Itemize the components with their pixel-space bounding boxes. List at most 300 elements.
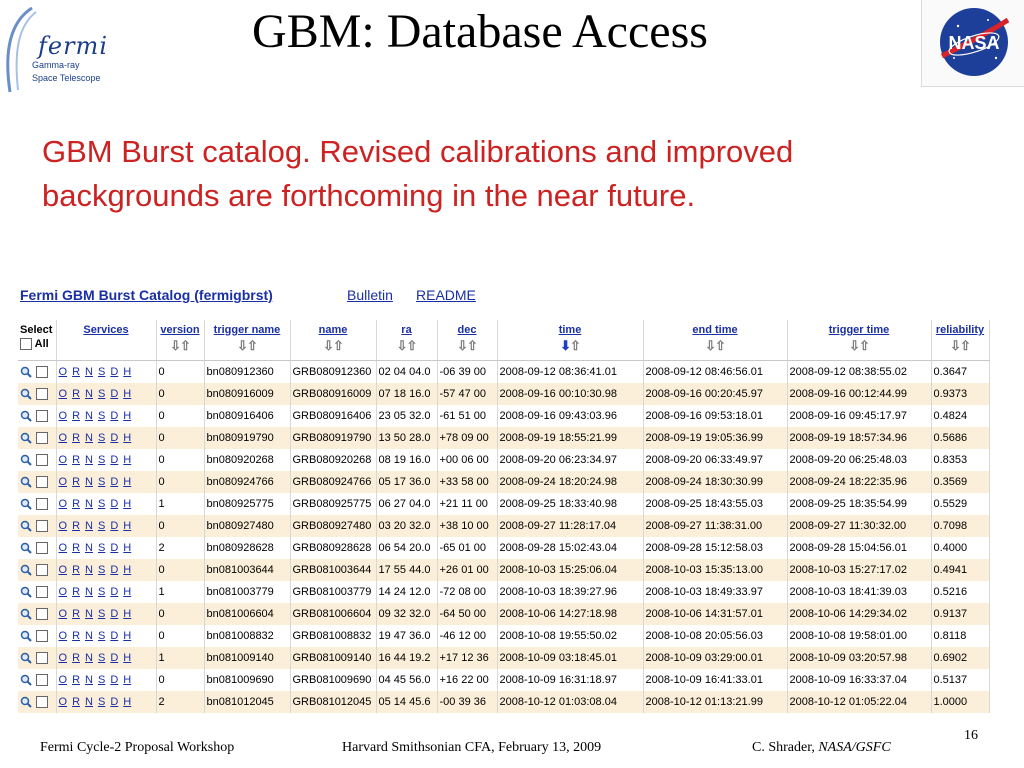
service-link-h[interactable]: H xyxy=(123,542,132,554)
dec-cell: -46 12 00 xyxy=(437,625,497,647)
row-checkbox[interactable] xyxy=(36,542,48,554)
name-cell: GRB080920268 xyxy=(290,449,376,471)
row-checkbox[interactable] xyxy=(36,410,48,422)
magnifier-icon[interactable] xyxy=(20,586,32,598)
sort-arrows-icon[interactable]: ⇩⇧ xyxy=(323,338,343,353)
trigger-time-cell: 2008-09-16 09:45:17.97 xyxy=(787,405,931,427)
service-link-r[interactable]: R xyxy=(72,608,81,620)
service-link-d[interactable]: D xyxy=(110,388,119,400)
column-header-version[interactable]: version ⇩⇧ xyxy=(156,320,204,361)
service-link-o[interactable]: O xyxy=(58,476,68,488)
version-cell: 1 xyxy=(156,647,204,669)
magnifier-icon[interactable] xyxy=(20,652,32,664)
services-cell xyxy=(56,515,156,537)
magnifier-icon[interactable] xyxy=(20,410,32,422)
services-cell xyxy=(56,449,156,471)
dec-cell: -65 01 00 xyxy=(437,537,497,559)
column-header-trigger-time[interactable]: trigger time ⇩⇧ xyxy=(787,320,931,361)
service-link-d[interactable]: D xyxy=(110,520,119,532)
service-link-d[interactable]: D xyxy=(110,432,119,444)
service-link-r[interactable]: R xyxy=(72,432,81,444)
service-link-d[interactable]: D xyxy=(110,366,119,378)
sort-arrows-icon[interactable]: ⇩⇧ xyxy=(237,338,257,353)
footer-center: Harvard Smithsonian CFA, February 13, 2009 xyxy=(342,740,602,755)
name-cell: GRB080927480 xyxy=(290,515,376,537)
service-link-s[interactable]: S xyxy=(97,366,106,378)
trigger-name-cell: bn080925775 xyxy=(204,493,290,515)
trigger-time-cell: 2008-10-09 03:20:57.98 xyxy=(787,647,931,669)
services-cell xyxy=(56,471,156,493)
nasa-meatball-icon xyxy=(936,4,1012,80)
row-select-cell xyxy=(18,647,56,669)
reliability-cell: 0.4000 xyxy=(931,537,989,559)
sort-arrows-icon[interactable]: ⇩⇧ xyxy=(950,338,970,353)
service-link-n[interactable]: N xyxy=(85,674,93,686)
select-all-checkbox[interactable] xyxy=(20,338,32,350)
service-link-n[interactable]: N xyxy=(85,432,93,444)
service-link-n[interactable]: N xyxy=(85,476,93,488)
service-link-n[interactable]: N xyxy=(85,498,93,510)
service-link-r[interactable]: R xyxy=(72,388,81,400)
fermi-logo xyxy=(2,2,120,96)
sort-arrows-icon[interactable]: ⇩⇧ xyxy=(705,338,725,353)
version-cell: 1 xyxy=(156,581,204,603)
end-time-cell: 2008-09-24 18:30:30.99 xyxy=(643,471,787,493)
catalog-title-link[interactable]: Fermi GBM Burst Catalog (fermigbrst) xyxy=(20,287,273,303)
ra-cell: 19 47 36.0 xyxy=(376,625,437,647)
service-link-r[interactable]: R xyxy=(72,520,81,532)
dec-cell: +16 22 00 xyxy=(437,669,497,691)
row-checkbox[interactable] xyxy=(36,608,48,620)
version-cell: 0 xyxy=(156,559,204,581)
row-checkbox[interactable] xyxy=(36,674,48,686)
row-select-cell xyxy=(18,383,56,405)
time-cell: 2008-09-20 06:23:34.97 xyxy=(497,449,643,471)
version-cell: 0 xyxy=(156,427,204,449)
magnifier-icon[interactable] xyxy=(20,432,32,444)
reliability-cell: 0.5686 xyxy=(931,427,989,449)
service-link-h[interactable]: H xyxy=(123,454,132,466)
time-cell: 2008-09-24 18:20:24.98 xyxy=(497,471,643,493)
name-cell: GRB080912360 xyxy=(290,361,376,384)
time-cell: 2008-09-19 18:55:21.99 xyxy=(497,427,643,449)
service-link-d[interactable]: D xyxy=(110,498,119,510)
row-checkbox[interactable] xyxy=(36,586,48,598)
sort-arrows-icon[interactable]: ⇩⇧ xyxy=(849,338,869,353)
dec-cell: +38 10 00 xyxy=(437,515,497,537)
version-cell: 0 xyxy=(156,669,204,691)
magnifier-icon[interactable] xyxy=(20,520,32,532)
service-link-s[interactable]: S xyxy=(97,388,106,400)
service-link-h[interactable]: H xyxy=(123,652,132,664)
service-link-n[interactable]: N xyxy=(85,586,93,598)
service-link-r[interactable]: R xyxy=(72,454,81,466)
end-time-cell: 2008-10-03 18:49:33.97 xyxy=(643,581,787,603)
version-cell: 0 xyxy=(156,625,204,647)
table-row xyxy=(18,669,989,691)
reliability-cell: 1.0000 xyxy=(931,691,989,713)
trigger-time-cell: 2008-09-24 18:22:35.96 xyxy=(787,471,931,493)
column-header-services[interactable]: Services xyxy=(56,320,156,361)
version-cell: 0 xyxy=(156,603,204,625)
services-cell xyxy=(56,691,156,713)
version-cell: 0 xyxy=(156,361,204,384)
service-link-o[interactable]: O xyxy=(58,542,68,554)
trigger-name-cell: bn080924766 xyxy=(204,471,290,493)
service-link-d[interactable]: D xyxy=(110,586,119,598)
ra-cell: 05 17 36.0 xyxy=(376,471,437,493)
service-link-h[interactable]: H xyxy=(123,432,132,444)
service-link-d[interactable]: D xyxy=(110,454,119,466)
service-link-s[interactable]: S xyxy=(97,652,106,664)
service-link-h[interactable]: H xyxy=(123,476,132,488)
reliability-cell: 0.4941 xyxy=(931,559,989,581)
magnifier-icon[interactable] xyxy=(20,564,32,576)
column-header-dec[interactable]: dec ⇩⇧ xyxy=(437,320,497,361)
service-link-o[interactable]: O xyxy=(58,498,68,510)
version-cell: 1 xyxy=(156,493,204,515)
column-header-time[interactable]: time ⬇⇧ xyxy=(497,320,643,361)
row-select-cell xyxy=(18,515,56,537)
service-link-h[interactable]: H xyxy=(123,388,132,400)
end-time-cell: 2008-09-12 08:46:56.01 xyxy=(643,361,787,384)
service-link-d[interactable]: D xyxy=(110,476,119,488)
reliability-cell: 0.3569 xyxy=(931,471,989,493)
name-cell: GRB081003644 xyxy=(290,559,376,581)
service-link-d[interactable]: D xyxy=(110,564,119,576)
services-cell xyxy=(56,625,156,647)
reliability-cell: 0.9137 xyxy=(931,603,989,625)
service-link-d[interactable]: D xyxy=(110,652,119,664)
services-cell xyxy=(56,647,156,669)
footer-left: Fermi Cycle-2 Proposal Workshop xyxy=(40,740,235,755)
services-cell xyxy=(56,361,156,384)
dec-cell: -72 08 00 xyxy=(437,581,497,603)
service-link-o[interactable]: O xyxy=(58,432,68,444)
time-cell: 2008-09-27 11:28:17.04 xyxy=(497,515,643,537)
column-header-end-time[interactable]: end time ⇩⇧ xyxy=(643,320,787,361)
dec-cell: +00 06 00 xyxy=(437,449,497,471)
table-row xyxy=(18,581,989,603)
row-checkbox[interactable] xyxy=(36,366,48,378)
end-time-cell: 2008-09-25 18:43:55.03 xyxy=(643,493,787,515)
trigger-name-cell: bn081008832 xyxy=(204,625,290,647)
time-cell: 2008-10-03 15:25:06.04 xyxy=(497,559,643,581)
dec-cell: +26 01 00 xyxy=(437,559,497,581)
trigger-name-cell: bn080912360 xyxy=(204,361,290,384)
service-link-r[interactable]: R xyxy=(72,476,81,488)
ra-cell: 14 24 12.0 xyxy=(376,581,437,603)
reliability-cell: 0.4824 xyxy=(931,405,989,427)
dec-cell: -06 39 00 xyxy=(437,361,497,384)
ra-cell: 03 20 32.0 xyxy=(376,515,437,537)
reliability-cell: 0.7098 xyxy=(931,515,989,537)
service-link-n[interactable]: N xyxy=(85,520,93,532)
end-time-cell: 2008-10-09 16:41:33.01 xyxy=(643,669,787,691)
row-select-cell xyxy=(18,449,56,471)
magnifier-icon[interactable] xyxy=(20,696,32,708)
ra-cell: 08 19 16.0 xyxy=(376,449,437,471)
select-header xyxy=(18,320,56,361)
service-link-s[interactable]: S xyxy=(97,454,106,466)
reliability-cell: 0.5137 xyxy=(931,669,989,691)
table-row xyxy=(18,361,989,384)
service-link-o[interactable]: O xyxy=(58,652,68,664)
service-link-o[interactable]: O xyxy=(58,388,68,400)
ra-cell: 06 27 04.0 xyxy=(376,493,437,515)
table-row xyxy=(18,537,989,559)
dec-cell: -00 39 36 xyxy=(437,691,497,713)
service-link-r[interactable]: R xyxy=(72,586,81,598)
time-cell: 2008-10-09 03:18:45.01 xyxy=(497,647,643,669)
service-link-s[interactable]: S xyxy=(97,410,106,422)
end-time-cell: 2008-09-27 11:38:31.00 xyxy=(643,515,787,537)
sort-arrows-icon[interactable]: ⇩⇧ xyxy=(457,338,477,353)
catalog-table xyxy=(18,320,990,713)
sort-arrows-active-icon[interactable]: ⬇⇧ xyxy=(560,338,580,353)
row-select-cell xyxy=(18,427,56,449)
trigger-name-cell: bn080927480 xyxy=(204,515,290,537)
service-link-h[interactable]: H xyxy=(123,696,132,708)
service-link-n[interactable]: N xyxy=(85,410,93,422)
time-cell: 2008-10-12 01:03:08.04 xyxy=(497,691,643,713)
name-cell: GRB081006604 xyxy=(290,603,376,625)
service-link-h[interactable]: H xyxy=(123,498,132,510)
service-link-r[interactable]: R xyxy=(72,652,81,664)
row-checkbox[interactable] xyxy=(36,564,48,576)
service-link-o[interactable]: O xyxy=(58,454,68,466)
service-link-h[interactable]: H xyxy=(123,410,132,422)
service-link-o[interactable]: O xyxy=(58,564,68,576)
row-select-cell xyxy=(18,537,56,559)
magnifier-icon[interactable] xyxy=(20,630,32,642)
row-select-cell xyxy=(18,669,56,691)
magnifier-icon[interactable] xyxy=(20,542,32,554)
reliability-cell: 0.8118 xyxy=(931,625,989,647)
service-link-d[interactable]: D xyxy=(110,410,119,422)
service-link-n[interactable]: N xyxy=(85,542,93,554)
service-link-r[interactable]: R xyxy=(72,564,81,576)
column-header-reliability[interactable]: reliability ⇩⇧ xyxy=(931,320,989,361)
reliability-cell: 0.9373 xyxy=(931,383,989,405)
service-link-n[interactable]: N xyxy=(85,608,93,620)
catalog-panel xyxy=(14,280,1014,722)
row-select-cell xyxy=(18,559,56,581)
name-cell: GRB081003779 xyxy=(290,581,376,603)
column-header-trigger-name[interactable]: trigger name ⇩⇧ xyxy=(204,320,290,361)
service-link-o[interactable]: O xyxy=(58,586,68,598)
service-link-r[interactable]: R xyxy=(72,542,81,554)
table-row xyxy=(18,493,989,515)
magnifier-icon[interactable] xyxy=(20,366,32,378)
service-link-h[interactable]: H xyxy=(123,630,132,642)
service-link-d[interactable]: D xyxy=(110,542,119,554)
row-select-cell xyxy=(18,603,56,625)
trigger-time-cell: 2008-09-19 18:57:34.96 xyxy=(787,427,931,449)
service-link-h[interactable]: H xyxy=(123,564,132,576)
row-checkbox[interactable] xyxy=(36,476,48,488)
magnifier-icon[interactable] xyxy=(20,476,32,488)
trigger-name-cell: bn080916406 xyxy=(204,405,290,427)
service-link-d[interactable]: D xyxy=(110,608,119,620)
footer-right xyxy=(752,740,891,756)
row-select-cell xyxy=(18,493,56,515)
service-link-r[interactable]: R xyxy=(72,410,81,422)
trigger-name-cell: bn080916009 xyxy=(204,383,290,405)
end-time-cell: 2008-10-12 01:13:21.99 xyxy=(643,691,787,713)
magnifier-icon[interactable] xyxy=(20,608,32,620)
service-link-h[interactable]: H xyxy=(123,520,132,532)
table-row xyxy=(18,625,989,647)
table-row xyxy=(18,515,989,537)
row-checkbox[interactable] xyxy=(36,652,48,664)
service-link-h[interactable]: H xyxy=(123,674,132,686)
service-link-d[interactable]: D xyxy=(110,674,119,686)
end-time-cell: 2008-09-20 06:33:49.97 xyxy=(643,449,787,471)
service-link-n[interactable]: N xyxy=(85,366,93,378)
time-cell: 2008-09-12 08:36:41.01 xyxy=(497,361,643,384)
ra-cell: 09 32 32.0 xyxy=(376,603,437,625)
select-label: Select xyxy=(20,324,53,336)
row-checkbox[interactable] xyxy=(36,630,48,642)
reliability-cell: 0.3647 xyxy=(931,361,989,384)
service-link-s[interactable]: S xyxy=(97,608,106,620)
trigger-time-cell: 2008-09-28 15:04:56.01 xyxy=(787,537,931,559)
end-time-cell: 2008-10-09 03:29:00.01 xyxy=(643,647,787,669)
bulletin-link[interactable]: Bulletin xyxy=(347,287,393,303)
time-cell: 2008-09-28 15:02:43.04 xyxy=(497,537,643,559)
service-link-r[interactable]: R xyxy=(72,498,81,510)
page-number: 16 xyxy=(964,728,978,743)
end-time-cell: 2008-09-16 00:20:45.97 xyxy=(643,383,787,405)
row-checkbox[interactable] xyxy=(36,388,48,400)
service-link-n[interactable]: N xyxy=(85,652,93,664)
service-link-o[interactable]: O xyxy=(58,366,68,378)
table-row xyxy=(18,383,989,405)
service-link-o[interactable]: O xyxy=(58,410,68,422)
service-link-d[interactable]: D xyxy=(110,630,119,642)
service-link-d[interactable]: D xyxy=(110,696,119,708)
trigger-time-cell: 2008-10-12 01:05:22.04 xyxy=(787,691,931,713)
service-link-n[interactable]: N xyxy=(85,564,93,576)
service-link-h[interactable]: H xyxy=(123,366,132,378)
row-checkbox[interactable] xyxy=(36,432,48,444)
end-time-cell: 2008-10-08 20:05:56.03 xyxy=(643,625,787,647)
service-link-s[interactable]: S xyxy=(97,674,106,686)
name-cell: GRB080925775 xyxy=(290,493,376,515)
ra-cell: 07 18 16.0 xyxy=(376,383,437,405)
row-select-cell xyxy=(18,625,56,647)
service-link-o[interactable]: O xyxy=(58,520,68,532)
service-link-o[interactable]: O xyxy=(58,674,68,686)
time-cell: 2008-10-03 18:39:27.96 xyxy=(497,581,643,603)
trigger-time-cell: 2008-10-03 15:27:17.02 xyxy=(787,559,931,581)
service-link-n[interactable]: N xyxy=(85,696,93,708)
reliability-cell: 0.8353 xyxy=(931,449,989,471)
service-link-o[interactable]: O xyxy=(58,630,68,642)
service-link-s[interactable]: S xyxy=(97,542,106,554)
ra-cell: 13 50 28.0 xyxy=(376,427,437,449)
ra-cell: 17 55 44.0 xyxy=(376,559,437,581)
row-checkbox[interactable] xyxy=(36,696,48,708)
row-checkbox[interactable] xyxy=(36,520,48,532)
end-time-cell: 2008-09-16 09:53:18.01 xyxy=(643,405,787,427)
name-cell: GRB081009690 xyxy=(290,669,376,691)
magnifier-icon[interactable] xyxy=(20,498,32,510)
service-link-n[interactable]: N xyxy=(85,388,93,400)
sort-arrows-icon[interactable]: ⇩⇧ xyxy=(170,338,190,353)
row-checkbox[interactable] xyxy=(36,498,48,510)
service-link-n[interactable]: N xyxy=(85,630,93,642)
name-cell: GRB080919790 xyxy=(290,427,376,449)
service-link-r[interactable]: R xyxy=(72,674,81,686)
row-select-cell xyxy=(18,471,56,493)
service-link-o[interactable]: O xyxy=(58,696,68,708)
trigger-name-cell: bn081003779 xyxy=(204,581,290,603)
trigger-time-cell: 2008-10-03 18:41:39.03 xyxy=(787,581,931,603)
magnifier-icon[interactable] xyxy=(20,674,32,686)
reliability-cell: 0.5529 xyxy=(931,493,989,515)
readme-link[interactable]: README xyxy=(416,287,476,303)
trigger-time-cell: 2008-09-20 06:25:48.03 xyxy=(787,449,931,471)
services-cell xyxy=(56,405,156,427)
service-link-s[interactable]: S xyxy=(97,498,106,510)
service-link-s[interactable]: S xyxy=(97,432,106,444)
service-link-s[interactable]: S xyxy=(97,520,106,532)
service-link-h[interactable]: H xyxy=(123,586,132,598)
service-link-o[interactable]: O xyxy=(58,608,68,620)
trigger-time-cell: 2008-09-12 08:38:55.02 xyxy=(787,361,931,384)
service-link-r[interactable]: R xyxy=(72,630,81,642)
row-checkbox[interactable] xyxy=(36,454,48,466)
ra-cell: 05 14 45.6 xyxy=(376,691,437,713)
service-link-s[interactable]: S xyxy=(97,586,106,598)
trigger-name-cell: bn081006604 xyxy=(204,603,290,625)
ra-cell: 04 45 56.0 xyxy=(376,669,437,691)
column-header-ra[interactable]: ra ⇩⇧ xyxy=(376,320,437,361)
version-cell: 0 xyxy=(156,449,204,471)
service-link-h[interactable]: H xyxy=(123,608,132,620)
fermi-subtitle-line2: Space Telescope xyxy=(32,73,101,83)
end-time-cell: 2008-10-03 15:35:13.00 xyxy=(643,559,787,581)
service-link-s[interactable]: S xyxy=(97,630,106,642)
service-link-s[interactable]: S xyxy=(97,564,106,576)
name-cell: GRB080928628 xyxy=(290,537,376,559)
reliability-cell: 0.6902 xyxy=(931,647,989,669)
dec-cell: +21 11 00 xyxy=(437,493,497,515)
ra-cell: 16 44 19.2 xyxy=(376,647,437,669)
service-link-r[interactable]: R xyxy=(72,366,81,378)
magnifier-icon[interactable] xyxy=(20,388,32,400)
name-cell: GRB080916009 xyxy=(290,383,376,405)
magnifier-icon[interactable] xyxy=(20,454,32,466)
name-cell: GRB081009140 xyxy=(290,647,376,669)
table-row xyxy=(18,449,989,471)
table-row xyxy=(18,471,989,493)
fermi-subtitle-line1: Gamma-ray xyxy=(32,60,80,70)
nasa-logo xyxy=(921,0,1024,87)
sort-arrows-icon[interactable]: ⇩⇧ xyxy=(396,338,417,353)
catalog-header xyxy=(20,287,273,307)
service-link-s[interactable]: S xyxy=(97,476,106,488)
dec-cell: +33 58 00 xyxy=(437,471,497,493)
service-link-n[interactable]: N xyxy=(85,454,93,466)
service-link-s[interactable]: S xyxy=(97,696,106,708)
ra-cell: 23 05 32.0 xyxy=(376,405,437,427)
column-header-name[interactable]: name ⇩⇧ xyxy=(290,320,376,361)
service-link-r[interactable]: R xyxy=(72,696,81,708)
trigger-time-cell: 2008-09-16 00:12:44.99 xyxy=(787,383,931,405)
